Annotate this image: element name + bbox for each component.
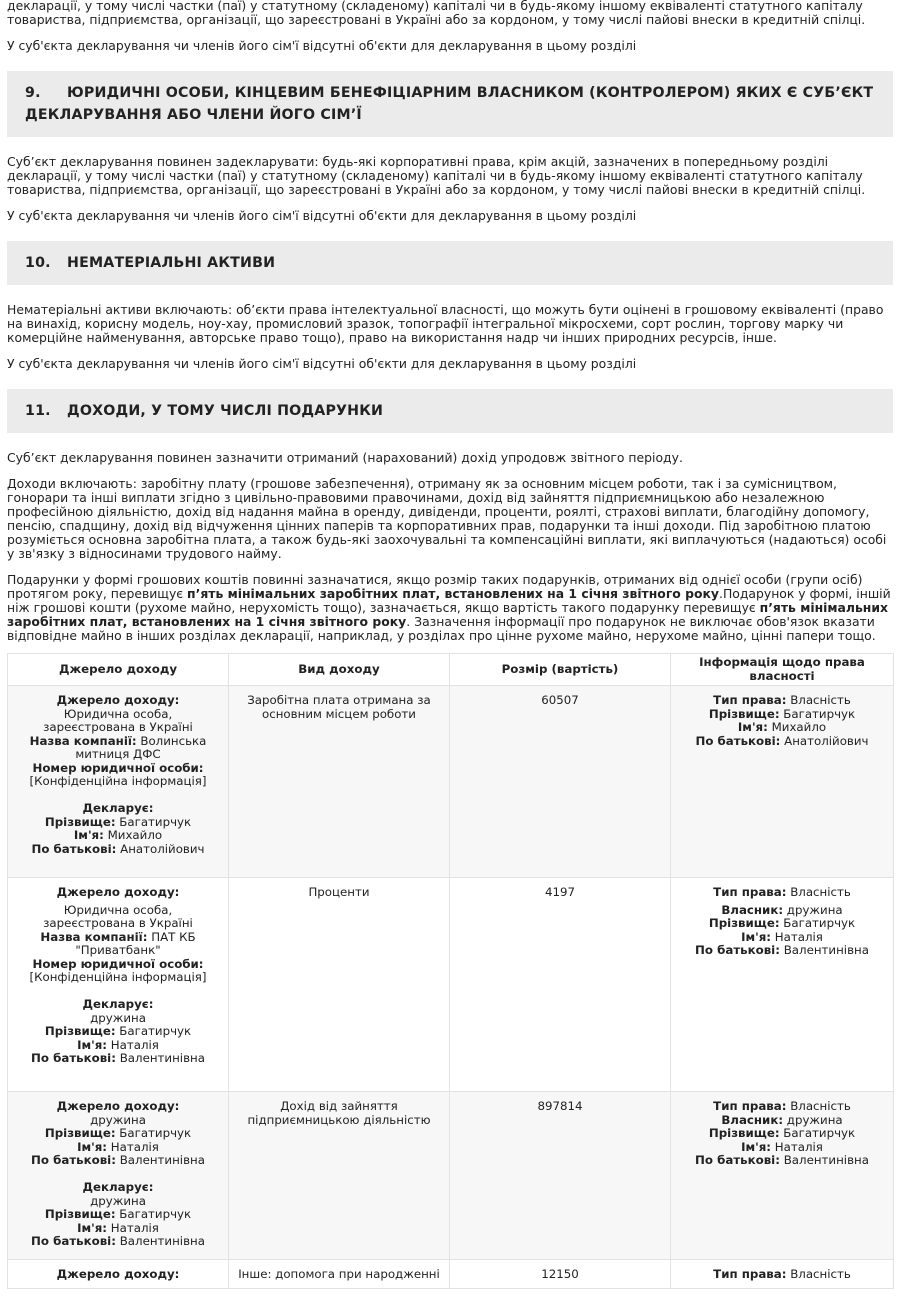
section-9-number: 9. xyxy=(25,85,41,101)
table-row xyxy=(8,1092,894,1260)
section-10-number: 10. xyxy=(25,255,51,271)
income-source-cell: Джерело доходу: дружина Прізвище: Багатирчук Ім'я: Наталія По батькові: Валентинівна Декларує: дружина Прізвище: Багатирчук Ім'я: Наталія По батькові: Валентинівна xyxy=(8,1092,229,1260)
section-9-header xyxy=(7,71,893,137)
header-income-type: Вид доходу xyxy=(229,654,450,686)
header-income-source: Джерело доходу xyxy=(8,654,229,686)
header-ownership-info: Інформація щодо права власності xyxy=(671,654,894,686)
income-source-cell: Джерело доходу: Юридична особа, зареєстрована в Україні Назва компанії: Волинська митниця ДФС Номер юридичної особи: [Конфіденційна інформація] Декларує: Прізвище: Багатирчук Ім'я: Михайло По батькові: Анатолійович xyxy=(8,686,229,878)
gift-threshold-money: п’ять мінімальних заробітних плат, встановлених на 1 січня звітного року xyxy=(187,586,719,601)
income-source-cell: Джерело доходу: xyxy=(8,1260,229,1289)
income-type-cell: Заробітна плата отримана за основним місцем роботи xyxy=(229,686,450,878)
gift-threshold-other: п’ять мінімальних заробітних плат, встановлених на 1 січня звітного року xyxy=(7,600,889,629)
section-10-absent-note: У суб'єкта декларування чи членів його сім'ї відсутні об'єкти для декларування в цьому розділі xyxy=(7,356,637,371)
ownership-cell: Тип права: Власність Власник: дружина Прізвище: Багатирчук Ім'я: Наталія По батькові: Валентинівна xyxy=(671,1092,894,1260)
intro-absent-note: У суб'єкта декларування чи членів його сім'ї відсутні об'єкти для декларування в цьому розділі xyxy=(7,38,637,53)
section-10-header xyxy=(7,241,893,285)
table-row xyxy=(8,1260,894,1289)
intro-text: декларації, у тому числі частки (паї) у статутному (складеному) капіталі чи в будь-якому іншому еквіваленті статутного капіталу товариства, підприємства, організації, що зареєстровані в Україні або за кордоном, у тому числі пайові внески в кредитній спілці. xyxy=(7,0,866,27)
ownership-cell: Тип права: Власність Прізвище: Багатирчук Ім'я: Михайло По батькові: Анатолійович xyxy=(671,686,894,878)
income-type-cell: Проценти xyxy=(229,878,450,1092)
section-9-absent-note: У суб'єкта декларування чи членів його сім'ї відсутні об'єкти для декларування в цьому розділі xyxy=(7,208,637,223)
section-11-header xyxy=(7,389,893,433)
ownership-cell: Тип права: Власність xyxy=(671,1260,894,1289)
table-row xyxy=(8,878,894,1092)
income-amount-cell: 60507 xyxy=(450,686,671,878)
income-table xyxy=(7,653,894,1289)
income-amount-cell: 12150 xyxy=(450,1260,671,1289)
income-source-cell: Джерело доходу: Юридична особа, зареєстрована в Україні Назва компанії: ПАТ КБ "Приватбанк" Номер юридичної особи: [Конфіденційна інформація] Декларує: дружина Прізвище: Багатирчук Ім'я: Наталія По батькові: Валентинівна xyxy=(8,878,229,1092)
section-11-number: 11. xyxy=(25,403,51,419)
section-11-intro: Суб’єкт декларування повинен зазначити отриманий (нарахований) дохід упродовж звітного періоду. xyxy=(7,450,683,465)
section-9-title: ЮРИДИЧНІ ОСОБИ, КІНЦЕВИМ БЕНЕФІЦІАРНИМ ВЛАСНИКОМ (КОНТРОЛЕРОМ) ЯКИХ Є СУБ’ЄКТ ДЕКЛАРУВАННЯ АБО ЧЛЕНИ ЙОГО СІМ’Ї xyxy=(25,85,874,123)
section-11-title: ДОХОДИ, У ТОМУ ЧИСЛІ ПОДАРУНКИ xyxy=(67,403,384,419)
income-amount-cell: 897814 xyxy=(450,1092,671,1260)
ownership-cell: Тип права: Власність Власник: дружина Прізвище: Багатирчук Ім'я: Наталія По батькові: Валентинівна xyxy=(671,878,894,1092)
table-row xyxy=(8,686,894,878)
income-amount-cell: 4197 xyxy=(450,878,671,1092)
income-type-cell: Дохід від зайняття підприємницькою діяльністю xyxy=(229,1092,450,1260)
section-10-title: НЕМАТЕРІАЛЬНІ АКТИВИ xyxy=(67,255,276,271)
income-table-header xyxy=(8,654,894,686)
section-11-gifts-note: Подарунки у формі грошових коштів повинні зазначатися, якщо розмір таких подарунків, отриманих від однієї особи (групи осіб) протягом року, перевищує п’ять мінімальних заробітних плат, встановлених на 1 січня звітного року.Подарунок у формі, іншій ніж грошові кошти (рухоме майно, нерухомість тощо), зазначається, якщо вартість такого подарунку перевищує п’ять мінімальних заробітних плат, встановлених на 1 січня звітного року. Зазначення інформації про подарунок не виключає обов'язок вказати відповідне майно в інших розділах декларації, наприклад, у розділах про цінне рухоме майно, нерухоме майно, цінні папери тощо. xyxy=(7,572,891,643)
section-9-text: Суб’єкт декларування повинен задекларувати: будь-які корпоративні права, крім акцій, зазначених в попередньому розділі декларації, у тому числі частки (паї) у статутному (складеному) капіталі чи в будь-якому іншому еквіваленті статутного капіталу товариства, підприємства, організації, що зареєстровані в Україні або за кордоном, у тому числі пайові внески в кредитній спілці. xyxy=(7,154,866,197)
section-11-income-definition: Доходи включають: заробітну плату (грошове забезпечення), отриману як за основним місцем роботи, так і за сумісництвом, гонорари та інші виплати згідно з цивільно-правовими правочинами, дохід від зайняття підприємницькою або незалежною професійною діяльністю, дохід від надання майна в оренду, дивіденди, проценти, роялті, страхові виплати, благодійну допомогу, пенсію, спадщину, дохід від відчуження цінних паперів та корпоративних прав, подарунки та інші доходи. Під заробітною платою розуміється основна заробітна плата, а також будь-які заохочувальні та компенсаційні виплати, які виплачуються (надаються) особі у зв'язку з відносинами трудового найму. xyxy=(7,476,887,561)
section-10-text: Нематеріальні активи включають: об’єкти права інтелектуальної власності, що можуть бути оцінені в грошовому еквіваленті (право на винахід, корисну модель, ноу-хау, промисловий зразок, топографії інтегральної мікросхеми, сорт рослин, торгову марку чи комерційне найменування, авторське право тощо), право на використання надр чи інших природних ресурсів, інше. xyxy=(7,302,884,345)
header-income-amount: Розмір (вартість) xyxy=(450,654,671,686)
income-type-cell: Інше: допомога при народженні xyxy=(229,1260,450,1289)
